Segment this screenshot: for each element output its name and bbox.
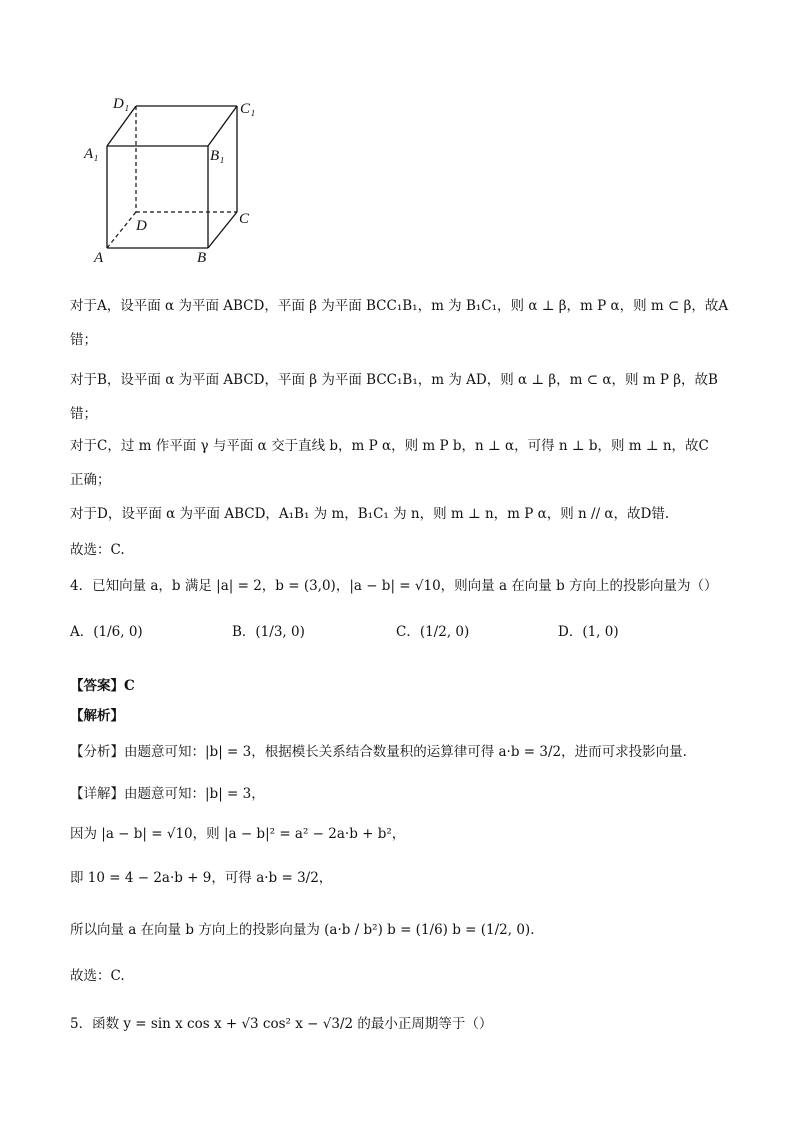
label-d1: D₁ bbox=[113, 96, 130, 112]
analysis-label: 【解析】 bbox=[70, 708, 124, 724]
label-b1: B₁ bbox=[210, 148, 225, 164]
question-4: 4．已知向量 a，b 满足 |a| = 2，b = (3,0)，|a − b| = √10，则向量 a 在向量 b 方向上的投影向量为（） bbox=[70, 578, 718, 594]
label-c: C bbox=[239, 211, 250, 227]
q4-option-d: D．(1, 0) bbox=[558, 624, 619, 640]
option-b-analysis-cont: 错； bbox=[70, 406, 97, 422]
choice-conclusion-2: 故选：C. bbox=[70, 968, 125, 984]
edge-b1c1 bbox=[208, 106, 237, 146]
analysis-summary: 【分析】由题意可知：|b| = 3，根据模长关系结合数量积的运算律可得 a·b = 3/2，进而可求投影向量. bbox=[70, 744, 687, 760]
cube-figure bbox=[80, 88, 280, 273]
q4-option-c: C．(1/2, 0) bbox=[396, 624, 470, 640]
label-a: A bbox=[94, 250, 104, 266]
answer-label: 【答案】C bbox=[70, 678, 135, 694]
solution-step-1: 因为 |a − b| = √10，则 |a − b|² = a² − 2a·b + b²， bbox=[70, 826, 406, 842]
q4-option-a: A．(1/6, 0) bbox=[70, 624, 143, 640]
label-b: B bbox=[197, 250, 207, 266]
edge-bc bbox=[208, 212, 237, 248]
choice-conclusion: 故选：C. bbox=[70, 542, 125, 558]
option-c-analysis: 对于C，过 m 作平面 γ 与平面 α 交于直线 b，m P α，则 m P b，n ⊥ α，可得 n ⊥ b，则 m ⊥ n，故C bbox=[70, 438, 709, 454]
label-c1: C₁ bbox=[240, 101, 256, 117]
option-c-analysis-cont: 正确； bbox=[70, 472, 111, 488]
detailed-solution: 【详解】由题意可知：|b| = 3， bbox=[70, 786, 265, 802]
option-d-analysis: 对于D，设平面 α 为平面 ABCD，A₁B₁ 为 m，B₁C₁ 为 n，则 m ⊥ n，m P α，则 n // α，故D错. bbox=[70, 506, 670, 522]
q4-option-b: B．(1/3, 0) bbox=[232, 624, 305, 640]
label-d: D bbox=[136, 218, 147, 234]
option-a-analysis: 对于A，设平面 α 为平面 ABCD，平面 β 为平面 BCC₁B₁，m 为 B₁C₁，则 α ⊥ β，m P α，则 m ⊂ β，故A bbox=[70, 298, 729, 314]
option-b-analysis: 对于B，设平面 α 为平面 ABCD，平面 β 为平面 BCC₁B₁，m 为 AD，则 α ⊥ β，m ⊂ α，则 m P β，故B bbox=[70, 372, 718, 388]
edge-a1d1 bbox=[107, 106, 136, 146]
edge-ad-hidden bbox=[107, 212, 136, 248]
solution-step-2: 即 10 = 4 − 2a·b + 9，可得 a·b = 3/2， bbox=[70, 870, 333, 886]
label-a1: A₁ bbox=[84, 146, 99, 162]
solution-step-3: 所以向量 a 在向量 b 方向上的投影向量为 (a·b / b²) b = (1/6) b = (1/2, 0). bbox=[70, 922, 535, 938]
option-a-analysis-cont: 错； bbox=[70, 332, 97, 348]
question-5: 5．函数 y = sin x cos x + √3 cos² x − √3/2 的最小正周期等于（） bbox=[70, 1016, 493, 1032]
